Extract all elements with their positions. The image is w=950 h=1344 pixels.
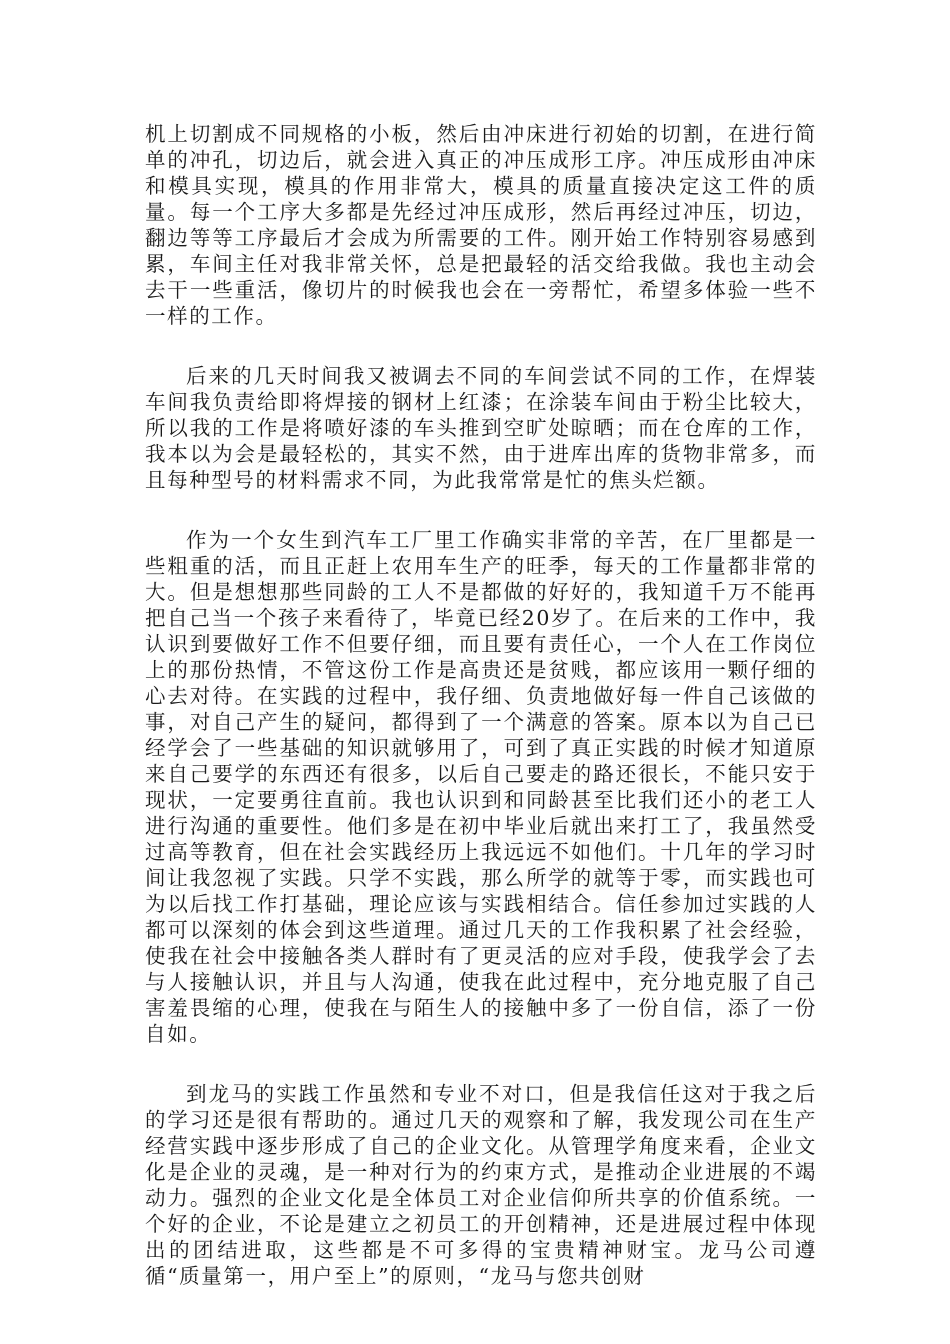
paragraph-workshop-rotation: 后来的几天时间我又被调去不同的车间尝试不同的工作，在焊装车间我负责给即将焊接的钢材上红漆；在涂装车间由于粉尘比较大，所以我的工作是将喷好漆的车头推到空旷处晾晒；而在仓库的工作，我本以为会是最轻松的，其实不然，由于进库出库的货物非常多，而且每种型号的材料需求不同，为此我常常是忙的焦头烂额。 [145,364,817,492]
paragraph-corporate-culture: 到龙马的实践工作虽然和专业不对口，但是我信任这对于我之后的学习还是很有帮助的。通过几天的观察和了解，我发现公司在生产经营实践中逐步形成了自己的企业文化。从管理学角度来看，企业文化是企业的灵魂，是一种对行为的约束方式，是推动企业进展的不竭动力。强烈的企业文化是全体员工对企业信仰所共享的价值系统。一个好的企业，不论是建立之初员工的开创精神，还是进展过程中体现出的团结进取，这些都是不可多得的宝贵精神财宝。龙马公司遵循“质量第一，用户至上”的原则，“龙马与您共创财 [145,1082,817,1288]
paragraph-continuation: 机上切割成不同规格的小板，然后由冲床进行初始的切割，在进行简单的冲孔，切边后，就会进入真正的冲压成形工序。冲压成形由冲床和模具实现，模具的作用非常大，模具的质量直接决定这工件的质量。每一个工序大多都是先经过冲压成形，然后再经过冲压，切边，翻边等等工序最后才会成为所需要的工件。刚开始工作特别容易感到累，车间主任对我非常关怀，总是把最轻的活交给我做。我也主动会去干一些重活，像切片的时候我也会在一旁帮忙，希望多体验一些不一样的工作。 [145,122,817,328]
document-body [145,121,817,1289]
paragraph-reflection: 作为一个女生到汽车工厂里工作确实非常的辛苦，在厂里都是一些粗重的活，而且正赶上农用车生产的旺季，每天的工作量都非常的大。但是想想那些同龄的工人不是都做的好好的，我知道千万不能再把自己当一个孩子来看待了，毕竟已经20岁了。在后来的工作中，我认识到要做好工作不但要仔细，而且要有责任心，一个人在工作岗位上的那份热情，不管这份工作是高贵还是贫贱，都应该用一颗仔细的心去对待。在实践的过程中，我仔细、负责地做好每一件自己该做的事，对自己产生的疑问，都得到了一个满意的答案。原本以为自己已经学会了一些基础的知识就够用了，可到了真正实践的时候才知道原来自己要学的东西还有很多，以后自己要走的路还很长，不能只安于现状，一定要勇往直前。我也认识到和同龄甚至比我们还小的老工人进行沟通的重要性。他们多是在初中毕业后就出来打工了，我虽然受过高等教育，但在社会实践经历上我远远不如他们。十几年的学习时间让我忽视了实践。只学不实践，那么所学的就等于零，而实践也可为以后找工作打基础，理论应该与实践相结合。信任参加过实践的人都可以深刻的体会到这些道理。通过几天的工作我积累了社会经验，使我在社会中接触各类人群时有了更灵活的应对手段，使我学会了去与人接触认识，并且与人沟通，使我在此过程中，充分地克服了自己害羞畏缩的心理，使我在与陌生人的接触中多了一份自信，添了一份自如。 [145,528,817,1046]
